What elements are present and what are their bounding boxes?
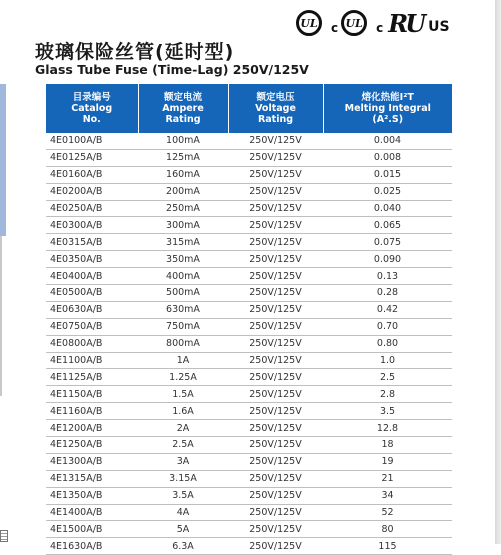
voltage-rating-cell: 250V/125V: [228, 470, 323, 487]
certification-marks: [296, 8, 450, 38]
melting-integral-cell: 0.040: [323, 200, 452, 217]
ampere-rating-cell: 200mA: [138, 183, 228, 200]
column-header-melting-integral: 熔化热能I²T Melting Integral (A².S): [323, 84, 452, 133]
melting-integral-cell: 19: [323, 453, 452, 470]
catalog-no-cell: 4E1250A/B: [46, 437, 138, 454]
column-header-voltage: 额定电压 Voltage Rating: [228, 84, 323, 133]
voltage-rating-cell: 250V/125V: [228, 268, 323, 285]
table-row: [46, 538, 452, 555]
table-row: [46, 453, 452, 470]
voltage-rating-cell: 250V/125V: [228, 183, 323, 200]
ampere-rating-cell: 750mA: [138, 318, 228, 335]
table-row: [46, 318, 452, 335]
table-row: [46, 335, 452, 352]
table-row: [46, 217, 452, 234]
catalog-no-cell: 4E0400A/B: [46, 268, 138, 285]
table-row: [46, 437, 452, 454]
left-divider-strip: [0, 236, 2, 396]
melting-integral-cell: 0.008: [323, 149, 452, 166]
melting-integral-cell: 3.5: [323, 403, 452, 420]
table-row: [46, 251, 452, 268]
melting-integral-cell: 2.8: [323, 386, 452, 403]
page-edge-shadow: [495, 0, 501, 544]
catalog-no-cell: 4E0750A/B: [46, 318, 138, 335]
voltage-rating-cell: 250V/125V: [228, 504, 323, 521]
table-row: [46, 200, 452, 217]
melting-integral-cell: 2.5: [323, 369, 452, 386]
table-row: [46, 352, 452, 369]
ampere-rating-cell: 1A: [138, 352, 228, 369]
melting-integral-cell: 0.42: [323, 301, 452, 318]
voltage-rating-cell: 250V/125V: [228, 437, 323, 454]
catalog-no-cell: 4E0350A/B: [46, 251, 138, 268]
table-row: [46, 268, 452, 285]
voltage-rating-cell: 250V/125V: [228, 386, 323, 403]
table-row: [46, 183, 452, 200]
melting-integral-cell: 1.0: [323, 352, 452, 369]
ampere-rating-cell: 2A: [138, 420, 228, 437]
table-row: [46, 234, 452, 251]
catalog-no-cell: 4E1315A/B: [46, 470, 138, 487]
ampere-rating-cell: 1.25A: [138, 369, 228, 386]
ampere-rating-cell: 250mA: [138, 200, 228, 217]
melting-integral-cell: 0.70: [323, 318, 452, 335]
table-row: [46, 470, 452, 487]
table-row: [46, 149, 452, 166]
ampere-rating-cell: 2.5A: [138, 437, 228, 454]
ampere-rating-cell: 3.5A: [138, 487, 228, 504]
melting-integral-cell: 0.075: [323, 234, 452, 251]
voltage-rating-cell: 250V/125V: [228, 200, 323, 217]
catalog-no-cell: 4E1630A/B: [46, 538, 138, 555]
ampere-rating-cell: 350mA: [138, 251, 228, 268]
ul-listed-mark-icon: UL: [296, 10, 322, 36]
catalog-no-cell: 4E0630A/B: [46, 301, 138, 318]
ampere-rating-cell: 4A: [138, 504, 228, 521]
page-corner-icon: [0, 530, 8, 542]
catalog-no-cell: 4E1125A/B: [46, 369, 138, 386]
voltage-rating-cell: 250V/125V: [228, 217, 323, 234]
catalog-no-cell: 4E1500A/B: [46, 521, 138, 538]
table-row: [46, 285, 452, 302]
table-row: [46, 369, 452, 386]
catalog-no-cell: 4E1300A/B: [46, 453, 138, 470]
voltage-rating-cell: 250V/125V: [228, 538, 323, 555]
ampere-rating-cell: 500mA: [138, 285, 228, 302]
voltage-rating-cell: 250V/125V: [228, 420, 323, 437]
catalog-no-cell: 4E0315A/B: [46, 234, 138, 251]
voltage-rating-cell: 250V/125V: [228, 352, 323, 369]
melting-integral-cell: 0.025: [323, 183, 452, 200]
catalog-no-cell: 4E0125A/B: [46, 149, 138, 166]
catalog-no-cell: 4E0500A/B: [46, 285, 138, 302]
melting-integral-cell: 0.004: [323, 133, 452, 149]
ru-recognized-mark-icon: RU: [388, 8, 424, 38]
catalog-no-cell: 4E0800A/B: [46, 335, 138, 352]
ampere-rating-cell: 1.6A: [138, 403, 228, 420]
melting-integral-cell: 52: [323, 504, 452, 521]
voltage-rating-cell: 250V/125V: [228, 318, 323, 335]
ampere-rating-cell: 125mA: [138, 149, 228, 166]
c-prefix-label-2: c: [376, 21, 384, 35]
table-row: [46, 166, 452, 183]
voltage-rating-cell: 250V/125V: [228, 335, 323, 352]
melting-integral-cell: 21: [323, 470, 452, 487]
c-prefix-label: c: [331, 21, 339, 35]
ampere-rating-cell: 3A: [138, 453, 228, 470]
table-row: [46, 487, 452, 504]
voltage-rating-cell: 250V/125V: [228, 301, 323, 318]
ampere-rating-cell: 315mA: [138, 234, 228, 251]
voltage-rating-cell: 250V/125V: [228, 369, 323, 386]
ampere-rating-cell: 400mA: [138, 268, 228, 285]
table-row: [46, 386, 452, 403]
ampere-rating-cell: 1.5A: [138, 386, 228, 403]
catalog-no-cell: 4E0250A/B: [46, 200, 138, 217]
voltage-rating-cell: 250V/125V: [228, 285, 323, 302]
voltage-rating-cell: 250V/125V: [228, 133, 323, 149]
catalog-no-cell: 4E1200A/B: [46, 420, 138, 437]
melting-integral-cell: 0.015: [323, 166, 452, 183]
ampere-rating-cell: 5A: [138, 521, 228, 538]
voltage-rating-cell: 250V/125V: [228, 453, 323, 470]
melting-integral-cell: 0.28: [323, 285, 452, 302]
voltage-rating-cell: 250V/125V: [228, 234, 323, 251]
ampere-rating-cell: 3.15A: [138, 470, 228, 487]
catalog-no-cell: 4E0160A/B: [46, 166, 138, 183]
ampere-rating-cell: 6.3A: [138, 538, 228, 555]
table-row: [46, 301, 452, 318]
ampere-rating-cell: 800mA: [138, 335, 228, 352]
column-header-catalog: 目录编号 Catalog No.: [46, 84, 138, 133]
ampere-rating-cell: 160mA: [138, 166, 228, 183]
melting-integral-cell: 34: [323, 487, 452, 504]
page-title-chinese: 玻璃保险丝管(延时型): [35, 41, 235, 63]
catalog-no-cell: 4E0300A/B: [46, 217, 138, 234]
catalog-no-cell: 4E0200A/B: [46, 183, 138, 200]
catalog-no-cell: 4E1350A/B: [46, 487, 138, 504]
fuse-spec-table: [46, 84, 452, 555]
melting-integral-cell: 80: [323, 521, 452, 538]
table-row: [46, 504, 452, 521]
melting-integral-cell: 0.065: [323, 217, 452, 234]
catalog-no-cell: 4E1400A/B: [46, 504, 138, 521]
column-header-ampere: 额定电流 Ampere Rating: [138, 84, 228, 133]
page-title-english: Glass Tube Fuse (Time-Lag) 250V/125V: [35, 62, 309, 77]
voltage-rating-cell: 250V/125V: [228, 149, 323, 166]
ampere-rating-cell: 100mA: [138, 133, 228, 149]
melting-integral-cell: 0.090: [323, 251, 452, 268]
voltage-rating-cell: 250V/125V: [228, 521, 323, 538]
voltage-rating-cell: 250V/125V: [228, 251, 323, 268]
table-body: [46, 133, 452, 555]
melting-integral-cell: 0.13: [323, 268, 452, 285]
ampere-rating-cell: 630mA: [138, 301, 228, 318]
us-suffix-label: US: [428, 19, 450, 35]
ampere-rating-cell: 300mA: [138, 217, 228, 234]
voltage-rating-cell: 250V/125V: [228, 487, 323, 504]
melting-integral-cell: 12.8: [323, 420, 452, 437]
melting-integral-cell: 115: [323, 538, 452, 555]
table-header-row: [46, 84, 452, 133]
voltage-rating-cell: 250V/125V: [228, 166, 323, 183]
voltage-rating-cell: 250V/125V: [228, 403, 323, 420]
catalog-no-cell: 4E1150A/B: [46, 386, 138, 403]
melting-integral-cell: 0.80: [323, 335, 452, 352]
c-ul-listed-mark-icon: UL: [341, 10, 367, 36]
table-row: [46, 521, 452, 538]
melting-integral-cell: 18: [323, 437, 452, 454]
catalog-no-cell: 4E0100A/B: [46, 133, 138, 149]
table-row: [46, 420, 452, 437]
left-accent-strip: [0, 84, 6, 236]
catalog-no-cell: 4E1100A/B: [46, 352, 138, 369]
table-row: [46, 403, 452, 420]
table-row: [46, 133, 452, 149]
catalog-no-cell: 4E1160A/B: [46, 403, 138, 420]
